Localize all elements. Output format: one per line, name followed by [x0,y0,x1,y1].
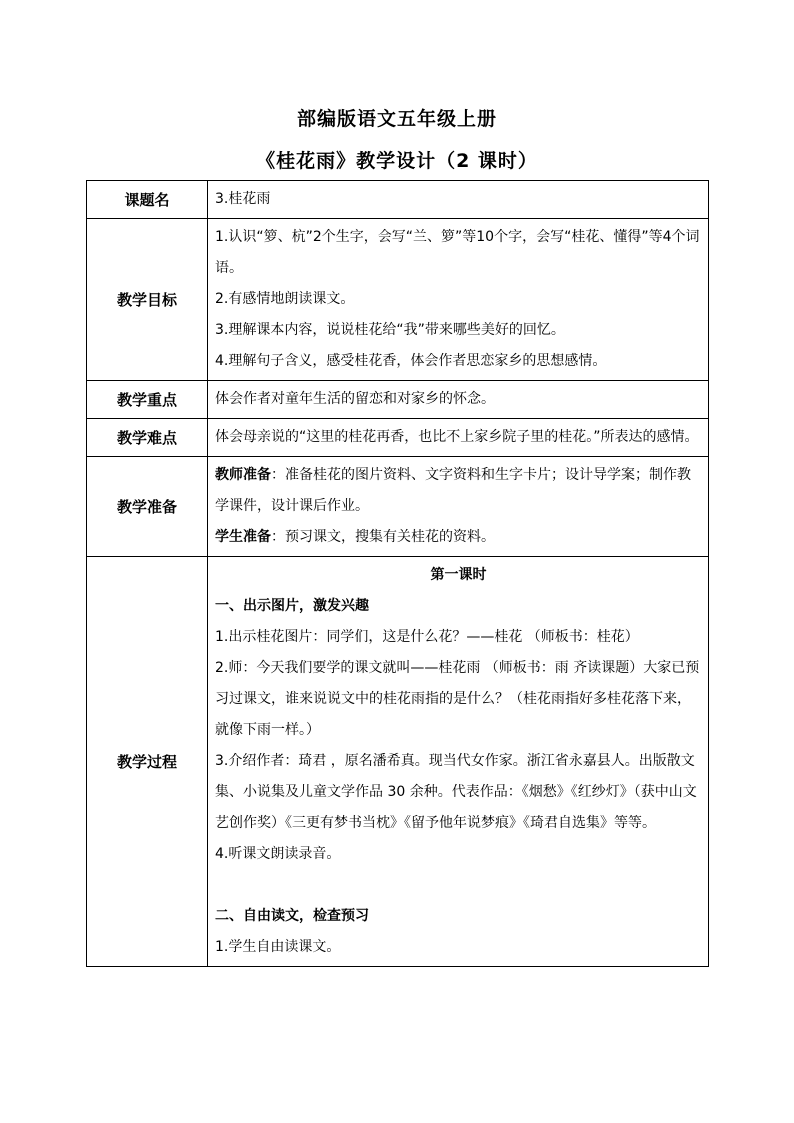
process-label: 教学过程 [87,557,208,967]
goals-content [208,219,709,381]
blank-line [215,870,702,901]
key-points-value: 体会作者对童年生活的留恋和对家乡的怀念。 [208,381,709,419]
student-prep [215,522,702,553]
section-heading: 二、自由读文，检查预习 [215,908,369,924]
process-item: 2.师：今天我们要学的课文就叫——桂花雨 （师板书：雨 齐读课题）大家已预习过课文，谁来说说文中的桂花雨指的是什么？（桂花雨指好多桂花落下来，就像下雨一样。） [215,660,700,738]
section-heading: 一、出示图片，激发兴趣 [215,598,369,614]
process-item: 3.介绍作者：琦君 ，原名潘希真。现当代女作家。浙江省永嘉县人。出版散文集、小说集及儿童文学作品 30 余种。代表作品：《烟愁》《红纱灯》（获中山文艺创作奖）《三更有梦书当枕》《留予他年说梦痕》《琦君自选集》等等。 [215,753,697,831]
table-row-key-points [87,381,709,419]
table-row-preparation [87,457,709,557]
process-content [208,557,709,967]
key-points-label: 教学重点 [87,381,208,419]
table-row-process [87,557,709,967]
preparation-label: 教学准备 [87,457,208,557]
table-row-difficulty [87,419,709,457]
teacher-prep [215,460,702,522]
teacher-prep-label: 教师准备 [215,467,271,483]
goal-item: 2.有感情地朗读课文。 [215,291,355,307]
goal-item: 3.理解课本内容，说说桂花给“我”带来哪些美好的回忆。 [215,322,565,338]
lesson-title: 第一课时 [430,567,487,583]
goals-label: 教学目标 [87,219,208,381]
student-prep-label: 学生准备 [215,529,271,545]
process-item: 1.出示桂花图片：同学们，这是什么花？——桂花 （师板书：桂花） [215,629,639,645]
topic-label: 课题名 [87,181,208,219]
difficulty-value: 体会母亲说的“这里的桂花再香，也比不上家乡院子里的桂花。”所表达的感情。 [208,419,709,457]
process-item: 1.学生自由读课文。 [215,939,341,955]
table-row-topic [87,181,709,219]
goal-item: 1.认识“箩、杭”2个生字，会写“兰、箩”等10个字，会写“桂花、懂得”等4个词语。 [215,229,700,276]
goal-item: 4.理解句子含义，感受桂花香，体会作者思恋家乡的思想感情。 [215,353,607,369]
preparation-content [208,457,709,557]
difficulty-label: 教学难点 [87,419,208,457]
document-title: 部编版语文五年级上册 [296,108,497,130]
process-item: 4.听课文朗读录音。 [215,846,341,862]
student-prep-text: ：预习课文，搜集有关桂花的资料。 [271,529,495,545]
topic-value: 3.桂花雨 [208,181,709,219]
table-row-goals [87,219,709,381]
teacher-prep-text: ：准备桂花的图片资料、文字资料和生字卡片；设计导学案；制作教学课件，设计课后作业。 [215,467,691,514]
lesson-plan-table [86,180,709,967]
document-subtitle: 《桂花雨》教学设计（2 课时） [256,150,538,172]
